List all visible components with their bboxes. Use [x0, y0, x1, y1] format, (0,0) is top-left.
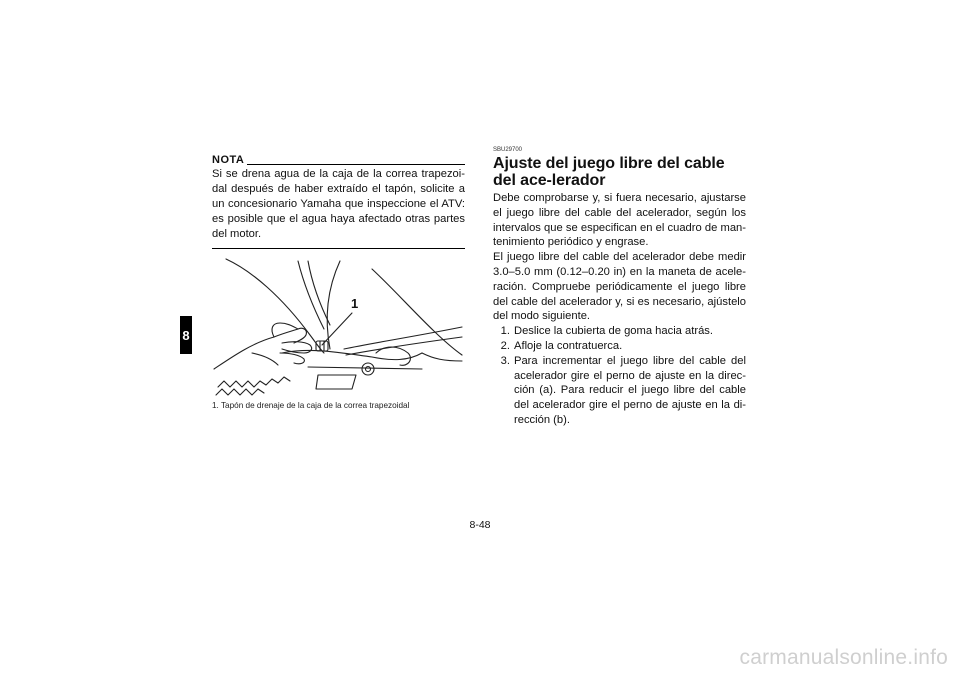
right-column: [493, 146, 746, 428]
note-text: Si se drena agua de la caja de la correa trapezoi-dal después de haber extraído el tapón, solicite a un concesionario Yamaha que inspeccione el ATV: es posible que el agua haya afectado otras partes del motor.: [212, 168, 465, 240]
step-text: Afloje la contratuerca.: [514, 339, 623, 352]
list-item: [493, 339, 746, 354]
step-number: 1.: [500, 325, 510, 338]
note-label: NOTA: [212, 154, 245, 166]
step-number: 2.: [500, 339, 510, 352]
steps-list: [493, 324, 746, 428]
section-title: Ajuste del juego libre del cable del ace-lerador: [493, 155, 725, 189]
figure-caption: 1. Tapón de drenaje de la caja de la correa trapezoidal: [212, 401, 410, 410]
drain-plug-illustration: [212, 257, 465, 399]
step-number: 3.: [500, 354, 510, 367]
note-bottom-rule: [212, 248, 465, 249]
left-column: [212, 153, 465, 411]
list-item: [493, 354, 746, 428]
page-number: 8-48: [469, 519, 491, 531]
drain-plug-figure: [212, 257, 465, 399]
note-header: [212, 153, 465, 166]
step-text: Para incrementar el juego libre del cable del acelerador gire el perno de ajuste en la direc-ción (a). Para reducir el juego libre del cable del acelerador gire el perno de ajuste en la di-rección (b).: [514, 354, 746, 426]
list-item: [493, 324, 746, 339]
paragraph-freeplay: El juego libre del cable del acelerador debe medir 3.0–5.0 mm (0.12–0.20 in) en la maneta de acele-ración. Compruebe periódicamente el juego libre del cable del acelerador y, si es necesario, ajústelo del modo siguiente.: [493, 251, 746, 323]
paragraph-intro: Debe comprobarse y, si fuera necesario, ajustarse el juego libre del cable del acelerador, según los intervalos que se especifican en el cuadro de man-tenimiento periódico y engrase.: [493, 192, 746, 249]
section-code: SBU29700: [493, 147, 523, 153]
note-rule: [247, 164, 465, 165]
callout-number: 1: [351, 296, 359, 311]
watermark: carmanualsonline.info: [739, 646, 948, 669]
step-text: Deslice la cubierta de goma hacia atrás.: [514, 325, 713, 338]
chapter-tab: 8: [180, 316, 192, 354]
